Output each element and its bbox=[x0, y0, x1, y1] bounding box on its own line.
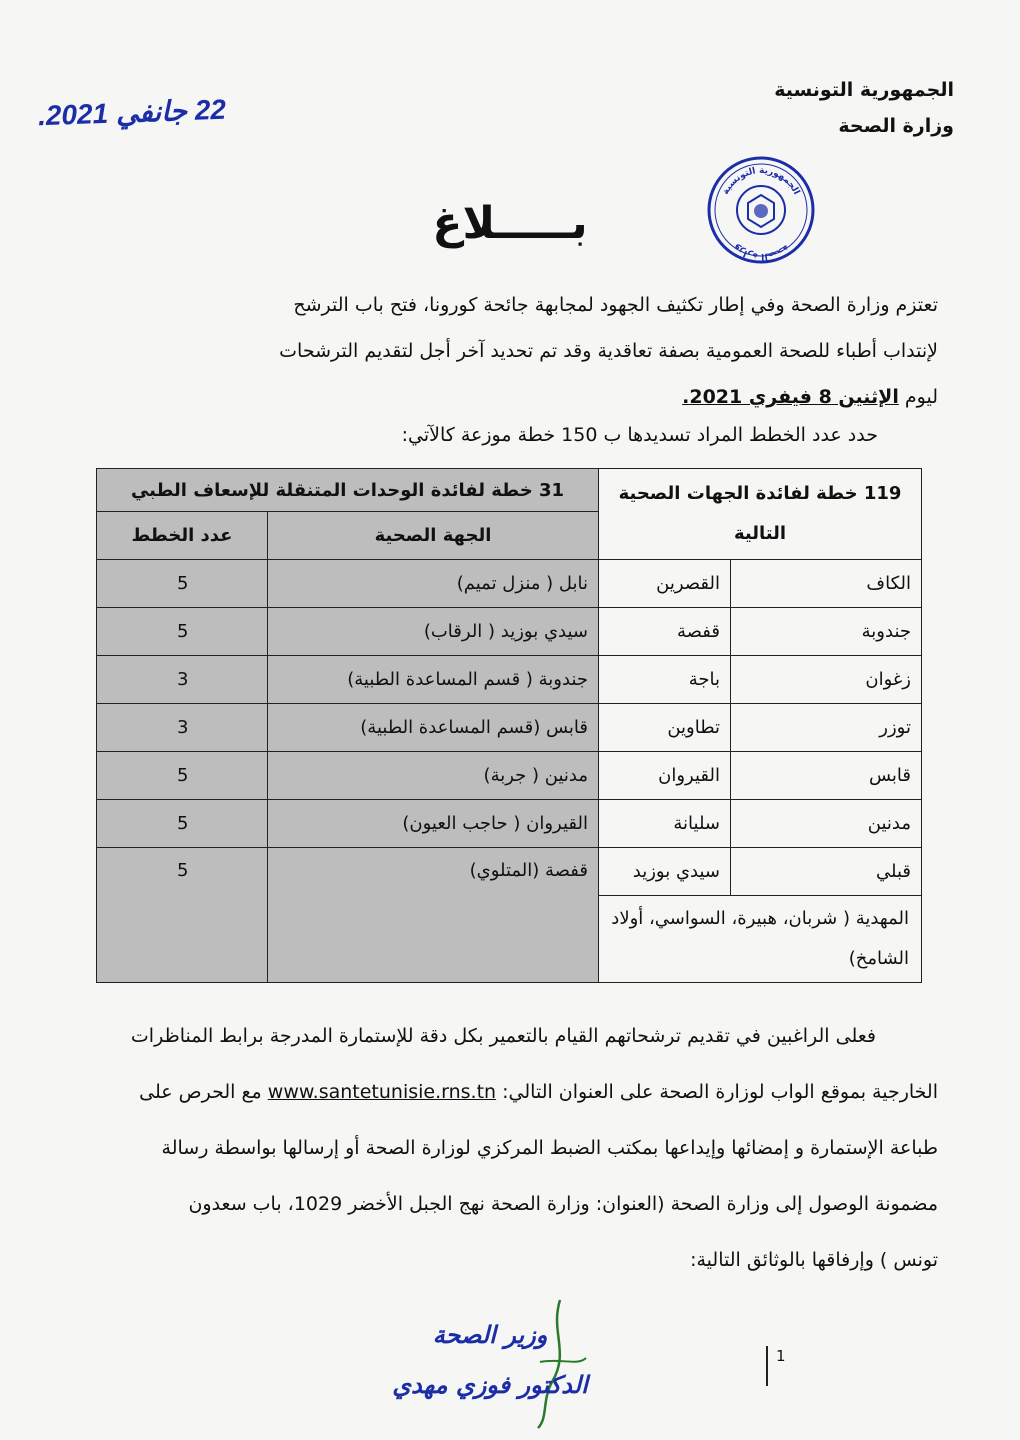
region-cell: قفصة bbox=[599, 608, 731, 656]
count-cell: 3 bbox=[97, 704, 268, 752]
count-cell: 5 bbox=[97, 752, 268, 800]
body-line-5: تونس ) وإرفاقها بالوثائق التالية: bbox=[690, 1249, 938, 1271]
col-count-header: عدد الخطط bbox=[97, 512, 268, 560]
count-cell: 5 bbox=[97, 848, 268, 983]
body-line-2-a: الخارجية بموقع الواب لوزارة الصحة على العنوان التالي: bbox=[502, 1081, 938, 1103]
table-row bbox=[97, 848, 922, 896]
region-cell: قابس bbox=[731, 752, 922, 800]
letterhead bbox=[774, 72, 954, 144]
region-cell: سليانة bbox=[599, 800, 731, 848]
mobile-region-cell: جندوبة ( قسم المساعدة الطبية) bbox=[268, 656, 599, 704]
table-row bbox=[97, 608, 922, 656]
mobile-region-cell: قابس (قسم المساعدة الطبية) bbox=[268, 704, 599, 752]
date-stamp bbox=[37, 93, 226, 133]
intro-line-4: حدد عدد الخطط المراد تسديدها ب 150 خطة موزعة كالآتي: bbox=[401, 424, 878, 446]
count-cell: 5 bbox=[97, 560, 268, 608]
body-line-1: فعلى الراغبين في تقديم ترشحاتهم القيام بالتعمير بكل دقة للإستمارة المدرجة برابط المناظرات bbox=[130, 1025, 876, 1047]
mobile-region-cell: القيروان ( حاجب العيون) bbox=[268, 800, 599, 848]
body-line-2 bbox=[94, 1064, 938, 1120]
mobile-region-cell: نابل ( منزل تميم) bbox=[268, 560, 599, 608]
mobile-region-cell: سيدي بوزيد ( الرقاب) bbox=[268, 608, 599, 656]
col-region-header: الجهة الصحية bbox=[268, 512, 599, 560]
region-cell: سيدي بوزيد bbox=[599, 848, 731, 896]
region-cell-mahdia: المهدية ( شربان، هبيرة، السواسي، أولاد الشامخ) bbox=[599, 896, 922, 983]
intro-line-3-prefix: ليوم bbox=[904, 386, 938, 408]
body-line-4: مضمونة الوصول إلى وزارة الصحة (العنوان: وزارة الصحة نهج الجبل الأخضر 1029، باب سعدون bbox=[188, 1193, 938, 1215]
ministry-name: وزارة الصحة bbox=[838, 115, 954, 138]
website-link[interactable]: www.santetunisie.rns.tn bbox=[267, 1081, 497, 1103]
signature-name: الدكتور فوزي مهدي bbox=[392, 1371, 588, 1399]
mobile-region-cell: قفصة (المتلوي) bbox=[268, 848, 599, 983]
intro-line-1: تعتزم وزارة الصحة وفي إطار تكثيف الجهود لمجابهة جائحة كورونا، فتح باب الترشح bbox=[293, 294, 938, 316]
signature-block bbox=[360, 1310, 620, 1410]
signature-title: وزير الصحة bbox=[432, 1321, 548, 1349]
table-row bbox=[97, 752, 922, 800]
seal-text-top: الجمهورية التونسية bbox=[720, 165, 802, 197]
count-cell: 3 bbox=[97, 656, 268, 704]
page-number: 1 bbox=[766, 1346, 786, 1386]
seal-text-bottom: وزارة الصحة bbox=[731, 241, 791, 262]
body-line-2-b: مع الحرص على bbox=[139, 1081, 262, 1103]
region-cell: تطاوين bbox=[599, 704, 731, 752]
table-row bbox=[97, 560, 922, 608]
instructions-paragraph bbox=[94, 1008, 938, 1288]
intro-line-2: لإنتداب أطباء للصحة العمومية بصفة تعاقدية وقد تم تحديد آخر أجل لتقديم الترشحات bbox=[279, 340, 938, 362]
region-cell: باجة bbox=[599, 656, 731, 704]
table-row bbox=[97, 800, 922, 848]
document-title: بـــــلاغ bbox=[432, 198, 588, 249]
mobile-region-cell: مدنين ( جربة) bbox=[268, 752, 599, 800]
region-cell: القصرين bbox=[599, 560, 731, 608]
region-cell: زغوان bbox=[731, 656, 922, 704]
regions-header: 119 خطة لفائدة الجهات الصحية التالية bbox=[599, 469, 922, 560]
table-row bbox=[97, 704, 922, 752]
region-cell: مدنين bbox=[731, 800, 922, 848]
region-cell: جندوبة bbox=[731, 608, 922, 656]
intro-paragraph bbox=[108, 282, 938, 458]
region-cell: الكاف bbox=[731, 560, 922, 608]
region-cell: قبلي bbox=[731, 848, 922, 896]
svg-text:الجمهورية التونسية bbox=[721, 166, 801, 197]
table-row bbox=[97, 656, 922, 704]
mobile-units-header: 31 خطة لفائدة الوحدات المتنقلة للإسعاف الطبي bbox=[97, 469, 599, 512]
count-cell: 5 bbox=[97, 800, 268, 848]
body-line-3: طباعة الإستمارة و إمضائها وإيداعها بمكتب الضبط المركزي لوزارة الصحة أو إرسالها بواسطة رسالة bbox=[161, 1137, 938, 1159]
deadline-date: الإثنين 8 فيفري 2021. bbox=[682, 386, 899, 408]
region-cell: توزر bbox=[731, 704, 922, 752]
count-cell: 5 bbox=[97, 608, 268, 656]
positions-table bbox=[96, 468, 922, 983]
date-stamp-text: 22 جانفي 2021. bbox=[37, 93, 227, 132]
republic-name: الجمهورية التونسية bbox=[774, 79, 954, 101]
region-cell: القيروان bbox=[599, 752, 731, 800]
